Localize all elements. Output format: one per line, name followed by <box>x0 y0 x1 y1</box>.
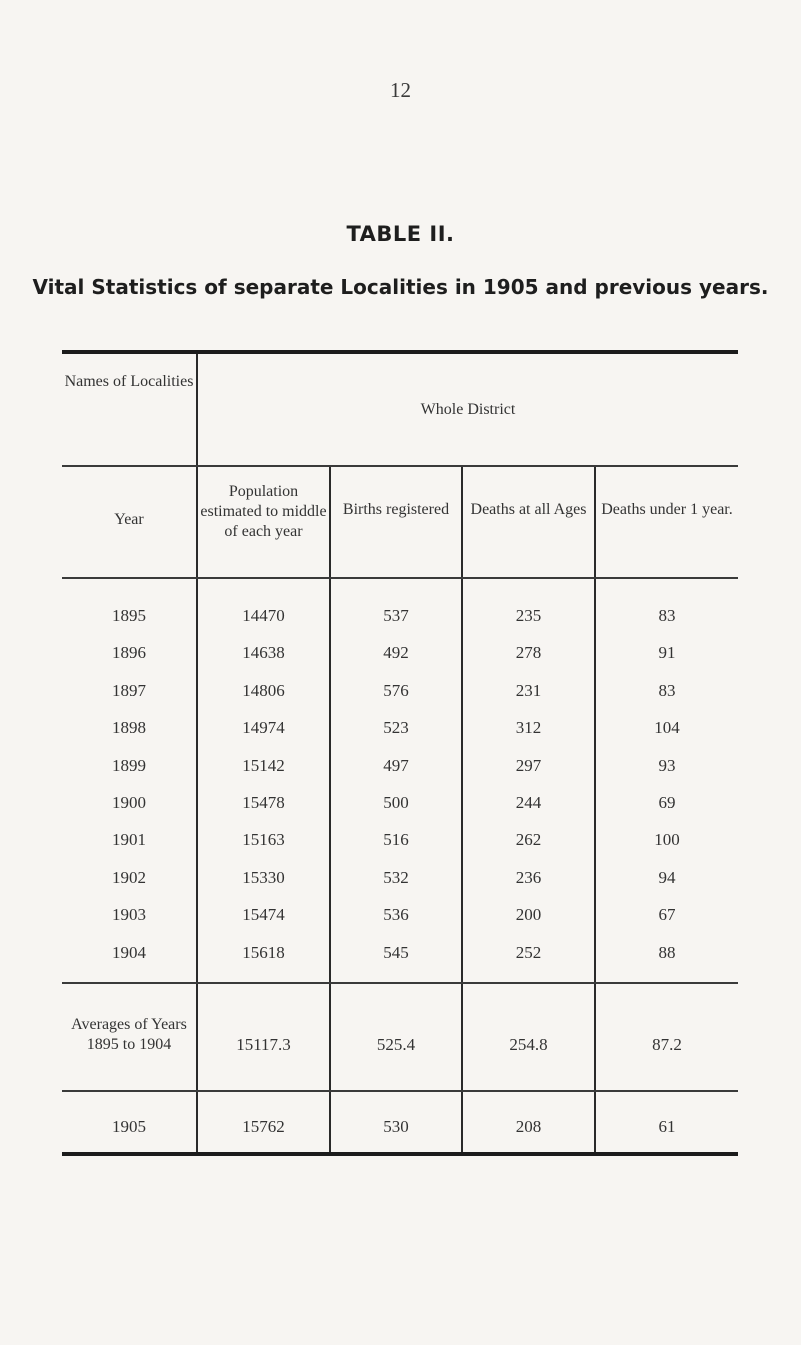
current-year: 1905 <box>112 1117 146 1136</box>
cell-births: 500 <box>383 793 409 812</box>
cell-births: 536 <box>383 905 409 924</box>
cell-deaths-under-one: 88 <box>658 943 676 962</box>
cell-deaths-all-ages: 262 <box>515 830 542 849</box>
body-rule <box>62 982 738 984</box>
cell-population: 14638 <box>242 643 285 662</box>
cell-year: 1899 <box>112 756 146 775</box>
cell-deaths-all-ages: 244 <box>515 793 542 812</box>
table-subtitle: Vital Statistics of separate Localities in 1905 and previous years. <box>32 275 769 299</box>
cell-year: 1904 <box>112 943 146 962</box>
cell-year: 1901 <box>112 830 146 849</box>
averages-label: Averages of Years 1895 to 1904 <box>71 1016 187 1053</box>
cell-deaths-under-one: 67 <box>658 905 676 924</box>
cell-population: 15478 <box>242 793 285 812</box>
cell-births: 576 <box>383 681 409 700</box>
cell-year: 1903 <box>112 905 146 924</box>
cell-year: 1895 <box>112 606 146 625</box>
averages-deaths-all-ages: 254.8 <box>509 1035 548 1054</box>
table-bottom-rule <box>62 1152 738 1156</box>
cell-year: 1896 <box>112 643 146 662</box>
cell-year: 1902 <box>112 868 146 887</box>
cell-deaths-all-ages: 278 <box>515 643 542 662</box>
header-deaths-all-ages: Deaths at all Ages <box>470 501 587 518</box>
page-number: 12 <box>390 78 411 102</box>
cell-deaths-under-one: 69 <box>658 793 676 812</box>
cell-population: 14806 <box>242 681 285 700</box>
cell-year: 1897 <box>112 681 146 700</box>
cell-deaths-under-one: 83 <box>658 606 676 625</box>
cell-deaths-all-ages: 312 <box>515 718 542 737</box>
header-year: Year <box>114 511 144 528</box>
column-divider <box>196 354 198 1152</box>
cell-births: 497 <box>383 756 409 775</box>
cell-births: 523 <box>383 718 409 737</box>
cell-year: 1898 <box>112 718 146 737</box>
cell-deaths-under-one: 100 <box>654 830 680 849</box>
cell-births: 532 <box>383 868 409 887</box>
current-deaths-all-ages: 208 <box>515 1117 542 1136</box>
header-deaths-under-one: Deaths under 1 year. <box>601 501 733 518</box>
cell-births: 492 <box>383 643 409 662</box>
cell-deaths-under-one: 94 <box>658 868 676 887</box>
cell-deaths-all-ages: 231 <box>515 681 542 700</box>
cell-deaths-all-ages: 252 <box>515 943 542 962</box>
header-rule <box>62 465 738 467</box>
header-births: Births registered <box>342 501 450 518</box>
cell-deaths-all-ages: 235 <box>515 606 542 625</box>
cell-population: 15474 <box>242 905 285 924</box>
cell-deaths-under-one: 93 <box>658 756 676 775</box>
cell-deaths-under-one: 91 <box>658 643 676 662</box>
cell-births: 516 <box>383 830 409 849</box>
header-population: Population estimated to middle of each year <box>200 483 327 540</box>
cell-population: 14974 <box>242 718 285 737</box>
cell-deaths-all-ages: 200 <box>515 905 542 924</box>
averages-births: 525.4 <box>376 1035 416 1054</box>
averages-rule <box>62 1090 738 1092</box>
cell-deaths-under-one: 83 <box>658 681 676 700</box>
cell-births: 537 <box>383 606 409 625</box>
cell-population: 14470 <box>242 606 285 625</box>
header-rule <box>62 577 738 579</box>
current-population: 15762 <box>242 1117 285 1136</box>
cell-population: 15330 <box>242 868 285 887</box>
averages-population: 15117.3 <box>236 1035 291 1054</box>
cell-year: 1900 <box>112 793 146 812</box>
header-whole-district: Whole District <box>420 401 516 418</box>
cell-deaths-under-one: 104 <box>654 718 680 737</box>
current-deaths-under-one: 61 <box>658 1117 676 1136</box>
header-names-of-localities: Names of Localities <box>64 373 194 390</box>
averages-deaths-under-one: 87.2 <box>652 1035 682 1054</box>
table-top-rule <box>62 350 738 354</box>
cell-population: 15142 <box>242 756 285 775</box>
cell-population: 15163 <box>242 830 285 849</box>
cell-deaths-all-ages: 236 <box>515 868 542 887</box>
table-title: TABLE II. <box>346 222 455 246</box>
current-births: 530 <box>383 1117 409 1136</box>
cell-deaths-all-ages: 297 <box>515 756 542 775</box>
cell-births: 545 <box>383 943 409 962</box>
cell-population: 15618 <box>242 943 285 962</box>
